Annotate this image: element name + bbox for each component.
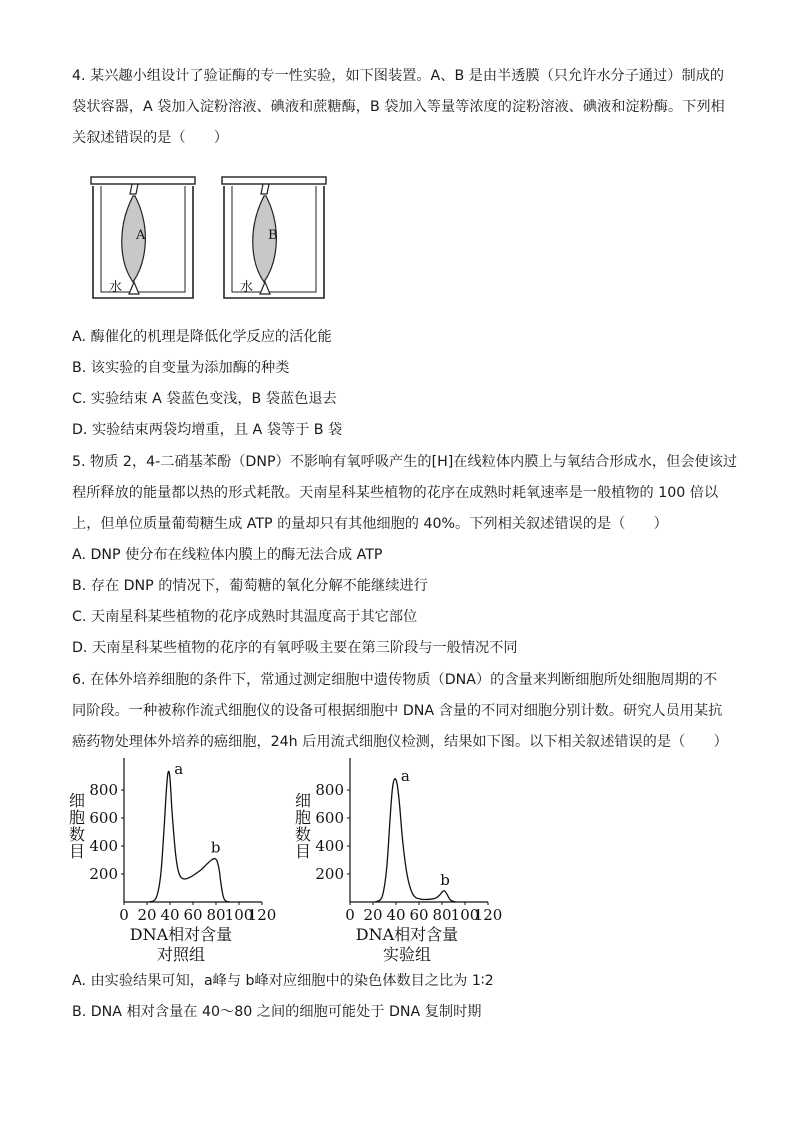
q6-stem-line-3: 癌药物处理体外培养的癌细胞，24h 后用流式细胞仪检测，结果如下图。以下相关叙述错误的是（ ）	[72, 734, 728, 750]
peak-label-a: a	[400, 766, 410, 785]
x-axis-label: DNA相对含量	[355, 925, 459, 944]
y-tick-label: 600	[89, 809, 118, 827]
y-tick-label: 800	[315, 781, 344, 799]
q5-option-d: D. 天南星科某些植物的花序的有氧呼吸主要在第三阶段与一般情况不同	[72, 640, 518, 656]
beaker-b	[222, 177, 326, 298]
x-tick-label: 80	[206, 906, 226, 924]
x-tick-label: 80	[432, 906, 452, 924]
bag-a-label: A	[136, 228, 146, 243]
y-axis-label: 细胞数目	[66, 792, 86, 860]
control-group-chart	[62, 758, 282, 968]
y-axis-label: 细胞数目	[292, 792, 312, 860]
x-tick-label: 100	[224, 906, 254, 924]
bag-b-label: B	[268, 228, 278, 243]
q5-stem-line-3: 上，但单位质量葡萄糖生成 ATP 的量却只有其他细胞的 40%。下列相关叙述错误的是（ ）	[72, 516, 668, 532]
q6-stem-line-1: 6. 在体外培养细胞的条件下，常通过测定细胞中遗传物质（DNA）的含量来判断细胞所处细胞周期的不	[72, 672, 718, 688]
q4-stem-line-1: 4. 某兴趣小组设计了验证酶的专一性实验，如下图装置。A、B 是由半透膜（只允许水分子通过）制成的	[72, 68, 725, 84]
x-tick-label: 120	[473, 906, 503, 924]
x-tick-label: 120	[247, 906, 277, 924]
q6-option-b: B. DNA 相对含量在 40～80 之间的细胞可能处于 DNA 复制时期	[72, 1004, 482, 1020]
water-a-label: 水	[109, 280, 123, 295]
q4-option-c: C. 实验结束 A 袋蓝色变浅，B 袋蓝色退去	[72, 391, 337, 407]
x-tick-label: 20	[363, 906, 383, 924]
q5-option-b: B. 存在 DNP 的情况下，葡萄糖的氧化分解不能继续进行	[72, 578, 428, 594]
x-tick-label: 60	[409, 906, 429, 924]
y-tick-label: 400	[315, 837, 344, 855]
q5-stem-line-2: 程所释放的能量都以热的形式耗散。天南星科某些植物的花序在成熟时耗氧速率是一般植物的 100 倍以	[72, 485, 719, 501]
q4-stem-line-2: 袋状容器，A 袋加入淀粉溶液、碘液和蔗糖酶，B 袋加入等量等浓度的淀粉溶液、碘液和淀粉酶。下列相	[72, 99, 725, 115]
q5-stem-line-1: 5. 物质 2，4-二硝基苯酚（DNP）不影响有氧呼吸产生的[H]在线粒体内膜上与氧结合形成水，但会使该过	[72, 454, 738, 470]
chart-title: 实验组	[382, 945, 432, 964]
q4-stem-line-3: 关叙述错误的是（ ）	[72, 130, 229, 146]
experiment-group-chart	[288, 758, 508, 968]
x-tick-label: 60	[183, 906, 203, 924]
peak-label-a: a	[174, 759, 184, 778]
q6-stem-line-2: 同阶段。一种被称作流式细胞仪的设备可根据细胞中 DNA 含量的不同对细胞分别计数。研究人员用某抗	[72, 703, 723, 719]
y-tick-label: 200	[315, 865, 344, 883]
q4-option-b: B. 该实验的自变量为添加酶的种类	[72, 360, 290, 376]
y-tick-label: 400	[89, 837, 118, 855]
x-tick-label: 0	[345, 906, 355, 924]
y-tick-label: 600	[315, 809, 344, 827]
q4-option-a: A. 酶催化的机理是降低化学反应的活化能	[72, 329, 332, 345]
y-tick-label: 800	[89, 781, 118, 799]
peak-label-b: b	[210, 838, 221, 857]
x-tick-label: 40	[386, 906, 406, 924]
chart-title: 对照组	[156, 945, 206, 964]
x-axis-label: DNA相对含量	[129, 925, 233, 944]
series-line-0	[149, 771, 230, 902]
peak-label-b: b	[440, 870, 450, 889]
q5-option-a: A. DNP 使分布在线粒体内膜上的酶无法合成 ATP	[72, 547, 383, 563]
q4-apparatus-figure	[85, 172, 345, 304]
x-tick-label: 20	[137, 906, 157, 924]
q4-option-d: D. 实验结束两袋均增重，且 A 袋等于 B 袋	[72, 422, 343, 438]
q5-option-c: C. 天南星科某些植物的花序成熟时其温度高于其它部位	[72, 609, 418, 625]
x-tick-label: 0	[119, 906, 129, 924]
x-tick-label: 100	[450, 906, 480, 924]
y-tick-label: 200	[89, 865, 118, 883]
water-b-label: 水	[240, 280, 254, 295]
x-tick-label: 40	[160, 906, 180, 924]
q6-option-a: A. 由实验结果可知，a峰与 b峰对应细胞中的染色体数目之比为 1∶2	[72, 973, 494, 989]
beaker-a	[91, 177, 195, 298]
